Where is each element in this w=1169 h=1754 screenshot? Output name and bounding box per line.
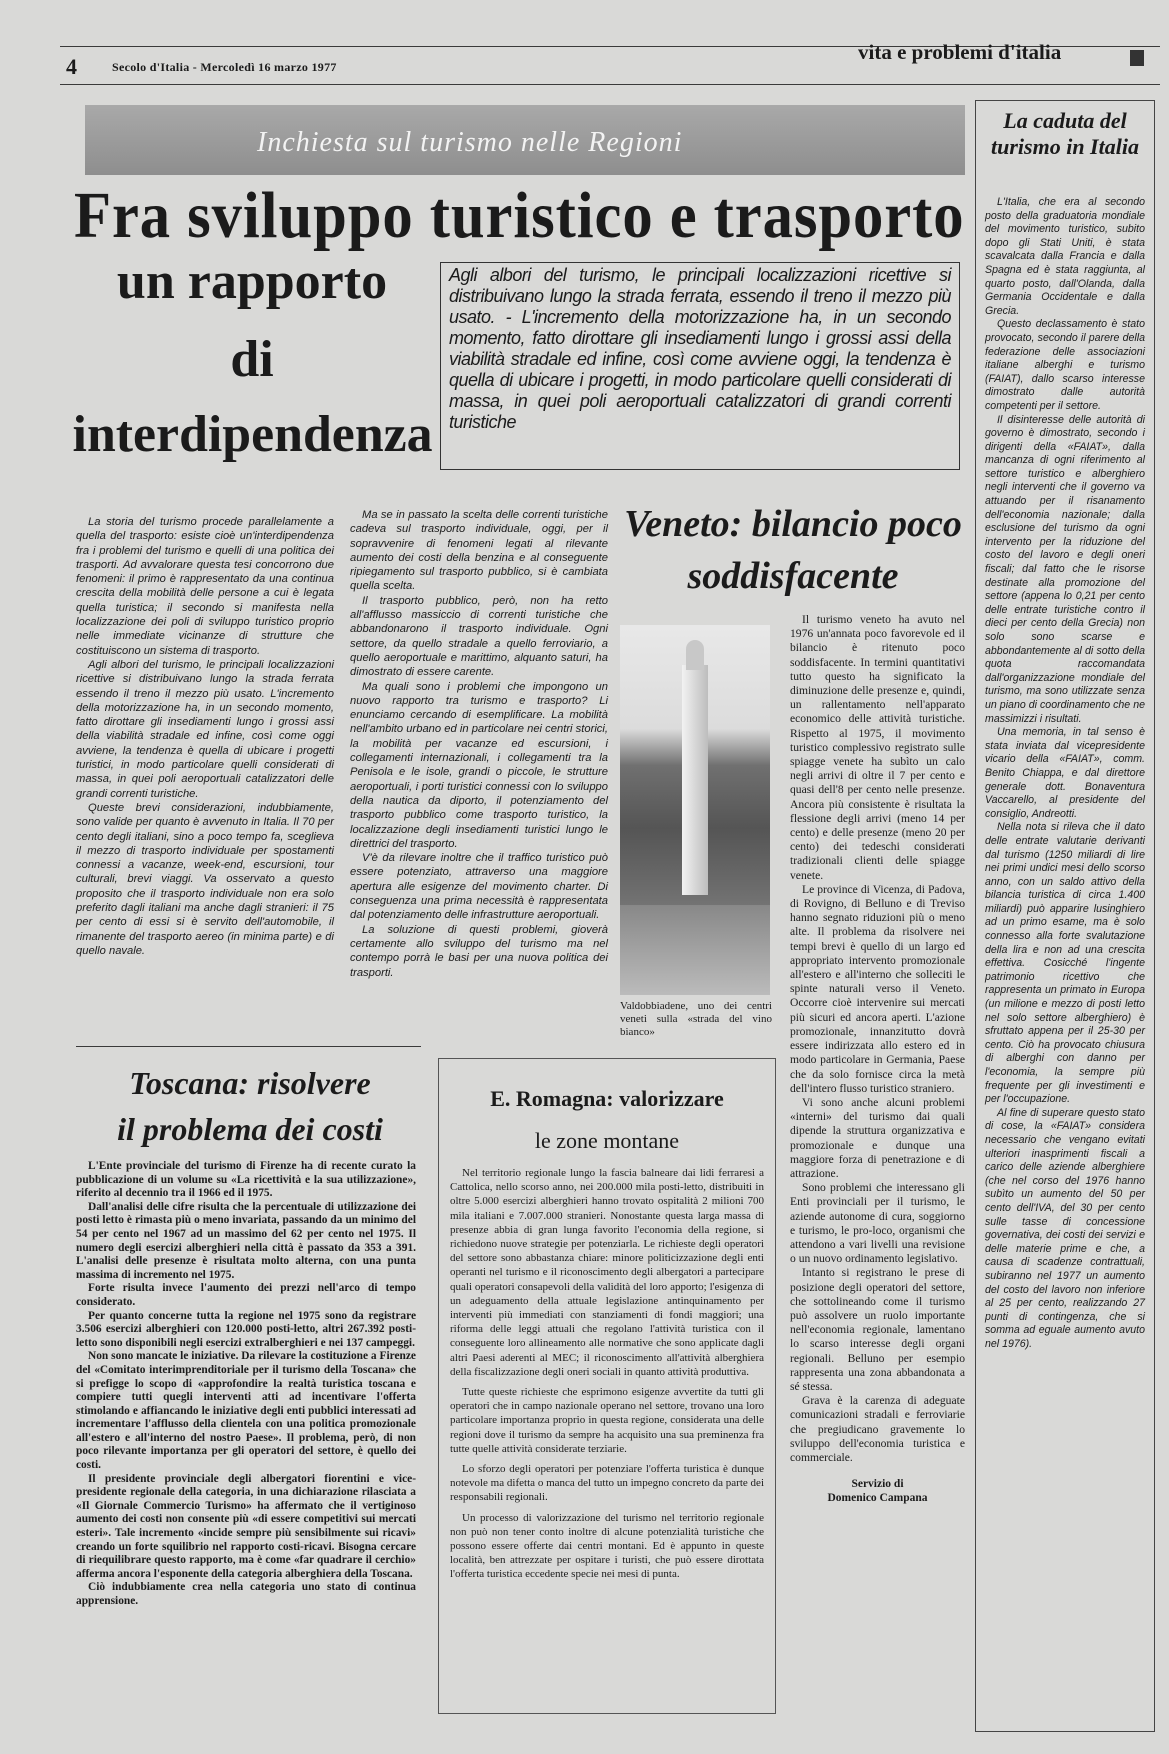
byline (790, 1477, 965, 1505)
toscana-article (76, 1160, 416, 1609)
subheadline-line-2-box (72, 330, 432, 390)
paragraph: Lo sforzo degli operatori per potenziare l'offerta turistica è dunque notevole ma difetta o manca del tutto un impegno concreto da parte dei responsabili regionali. (450, 1463, 764, 1504)
paragraph: Vi sono anche alcuni problemi «interni» del turismo dai quali dipende la struttura organizzativa e promozionale e dunque una maggiore forza di penetrazione e di attrazione. (790, 1095, 965, 1180)
subheadline-line-2: di (230, 331, 274, 388)
sidebar-article (985, 196, 1145, 1351)
paragraph: Non sono mancate le iniziative. Da rilevare la costituzione a Firenze del «Comitato interimprenditoriale per il turismo della Toscana» che si prefigge lo scopo di «approfondire la realtà turistica toscana e compiere tutti quegli interventi atti ad incentivare l'offerta stimolando e affiancando le iniziative degli enti pubblici interessati ad incrementare l'afflusso della clientela con una politica promozionale all'estero e all'interno del nostro Paese». Il problema, però, di non poco rilevante importanza per gli operatori del settore, è quello dei costi. (76, 1350, 416, 1472)
paragraph: Ma quali sono i problemi che impongono un nuovo rapporto tra turismo e trasporto? Li enunciamo cercando di esemplificare. La mobilità nell'ambito urbano ed in particolare nei centri storici, la mobilità per vacanze ed escursioni, i collegamenti internazionali, i collegamenti tra la Penisola e le isole, grandi o piccole, le strutture aeroportuali, i porti turistici connessi con lo sviluppo della nautica da diporto, il potenziamento del trasporto pubblico come trasporto turistico, la localizzazione degli insediamenti turistici lungo le direttrici del trasporto. (350, 680, 608, 850)
street-area (620, 905, 770, 995)
paragraph: L'Italia, che era al secondo posto della graduatoria mondiale del movimento turistico, subito dopo gli Stati Uniti, è stata scavalcata dalla Francia e dalla Spagna ed è stata raggiunta, al quarto posto, dall'Olanda, dalla Germania Occidentale e dalla Grecia. (985, 196, 1145, 317)
paragraph: Sono problemi che interessano gli Enti provinciali per il turismo, le aziende autonome di cura, soggiorno e turismo, le pro-loco, organismi che attendono a vari livelli una revisione o un nuovo ordinamento legislativo. (790, 1181, 965, 1266)
paragraph: L'Ente provinciale del turismo di Firenze ha di recente curato la pubblicazione di un volume su «La ricettività e la sua utilizzazione», riferito al decennio tra il 1966 ed il 1975. (76, 1160, 416, 1200)
page-corner-mark (1130, 50, 1144, 66)
section-title: vita e problemi d'italia (858, 40, 1062, 64)
tower-shape (682, 665, 708, 895)
main-headline-box (74, 178, 964, 256)
toscana-rule (76, 1046, 421, 1047)
veneto-article (790, 613, 965, 1505)
photo-bell-tower (620, 625, 770, 995)
main-article-col1 (76, 515, 334, 958)
paragraph: La soluzione di questi problemi, gioverà certamente allo sviluppo del turismo ma nel contempo porrà le basi per una nuova politica dei trasporti. (350, 923, 608, 979)
toscana-title-line-2: il problema dei costi (117, 1111, 383, 1147)
masthead-dateline: Secolo d'Italia - Mercoledì 16 marzo 1977 (112, 60, 337, 74)
subheadline-line-3: interdipendenza (72, 406, 433, 463)
emilia-romagna-article (450, 1166, 764, 1582)
paragraph: Una memoria, in tal senso è stata inviata dal vicepresidente vicario della «FAIAT», comm. Benito Chiappa, e dal direttore generale dott. Bonaventura Vaccarello, al presidente del consiglio, Andreotti. (985, 726, 1145, 820)
subheadline-line-3-box (72, 405, 432, 465)
paragraph: Al fine di superare questo stato di cose, la «FAIAT» considera necessario che vengano evitati ulteriori inasprimenti fiscali a carico delle aziende alberghiere (che nel corso del 1976 hanno subìto un aumento del 50 per cento dell'IVA, del 30 per cento sulle tasse di concessione governativa, dei costi dei servizi e delle materie prime e che, a causa di scadenze contrattuali, subiranno nel 1977 un aumento del costo del lavoro non inferiore al 25 per cento, realizzando 27 punti di contingenza, che si somma ad eguale aumento avuto nel 1976). (985, 1106, 1145, 1350)
subheadline-line-1: un rapporto (116, 253, 388, 310)
paragraph: Il turismo veneto ha avuto nel 1976 un'annata poco favorevole ed il bilancio è ritenuto poco soddisfacente. In termini quantitativi tutto questo ha significato la diminuzione delle presenze e, quindi, un rallentamento nell'apparato economico delle attività turistiche. Rispetto al 1975, il movimento turistico complessivo registrato sulle spiagge venete ha subìto un calo negli arrivi di oltre il 7 per cento e quasi dell'8 per cento nelle presenze. Ancora più consistente è risultata la flessione degli arrivi (meno 14 per cento) e delle presenze (meno 20 per cento) dei tedeschi considerati tradizionali clienti delle spiagge venete. (790, 613, 965, 882)
paragraph: Forte risulta invece l'aumento dei prezzi nell'arco di tempo considerato. (76, 1282, 416, 1308)
byline-author: Domenico Campana (827, 1492, 928, 1505)
paragraph: Tutte queste richieste che esprimono esigenze avvertite da tutti gli operatori che in campo nazionale operano nel settore, trovano una loro particolare importanza proprio in questa regione, considerata una delle regioni dove il turismo da sempre ha acquisito una sua preminenza fra tutte quelle attività considerate terziarie. (450, 1386, 764, 1455)
toscana-headline (80, 1060, 420, 1152)
veneto-headline: Veneto: bilancio poco soddisfacente (624, 503, 962, 597)
paragraph: Ciò indubbiamente crea nella categoria uno stato di continua apprensione. (76, 1581, 416, 1607)
header-rule (60, 84, 1160, 85)
paragraph: La storia del turismo procede parallelamente a quella del trasporto: esiste cioè un'interdipendenza fra i problemi del turismo e quelli di una politica dei trasporti. Ad avvalorare questa tesi concorrono due fenomeni: il primo è rappresentato da una continua crescita della mobilità delle persone a cui è legata quella turistica; il secondo si manifesta nella localizzazione dei poli di sviluppo turistico proprio nelle immediate vicinanze di strutture che costituiscono un sistema di trasporto. (76, 516, 334, 657)
page-number: 4 (66, 54, 77, 79)
paragraph: Le province di Vicenza, di Padova, di Rovigno, di Belluno e di Treviso hanno segnato riduzioni più o meno alte. Il problema da risolvere nei tempi brevi è quello di un largo ed appropriato intervento promozionale all'estero e all'interno che solleciti le spinte naturali verso il Veneto. Occorre cioè intervenire sui mercati più sicuri ed ancora aperti. L'azione promozionale, innanzitutto dovrà essere indirizzata allo estero ed in modo particolare in Germania, Paese che da solo fornisce circa la metà dell'intero flusso turistico straniero. (790, 882, 965, 1095)
intro-box: Agli albori del turismo, le principali localizzazioni ricettive si distribuivano lungo la strada ferrata, essendo il treno il mezzo più usato. - L'incremento della motorizzazione ha, in un secondo momento, fatto dirottare gli insediamenti lungo i grossi assi della viabilità stradale ed infine, così come avviene oggi, la tendenza è quella di ubicare i progetti, in modo particolare quelli considerati di massa, in quei poli aeroportuali catalizzatori di grandi correnti turistiche (440, 262, 960, 470)
emilia-romagna-headline (440, 1078, 774, 1162)
inquiry-banner (85, 105, 965, 175)
paragraph: Intanto si registrano le prese di posizione degli operatori del settore, che sottolineando come il turismo può assolvere un ruolo importante nell'economia regionale, lamentano lo scarso interesse degli organi regionali. Belluno per esempio rappresenta una zona abbandonata a sé stessa. (790, 1266, 965, 1393)
paragraph: Ma se in passato la scelta delle correnti turistiche cadeva sul trasporto individuale, oggi, per il sopravvenire di fenomeni legati al rilevante aumento dei costi della benzina e al conseguente ripiegamento sul trasporto pubblico, si è cambiata quella scelta. (350, 509, 608, 593)
paragraph: Agli albori del turismo, le principali localizzazioni ricettive si distribuivano lungo la strada ferrata essendo il treno il mezzo più usato. L'incremento della motorizzazione ha, in un secondo momento, fatto dirottare gli insediamenti lungo i grossi assi della viabilità stradale ed infine, così come oggi avviene, la tendenza è quella di ubicare i progetti turistici, in modo particolare quelli considerati di massa, in quei poli aeroportuali catalizzatori delle grandi correnti turistiche. (76, 658, 334, 800)
paragraph: Il disinteresse delle autorità di governo è dimostrato, secondo i dirigenti della «FAIAT», dalla mancanza di ogni riferimento al settore turistico e alberghiero negli interventi che il governo va attuando per il risanamento dell'economia nazionale; dalla esclusione del turismo da ogni intervento per la riduzione del costo del lavoro e degli oneri fiscali; dal fatto che le risorse destinate alla promozione del settore (appena lo 0,21 per cento delle entrate turistiche contro il dieci per cento della Grecia) non solo sono scarse e abbondantemente al di sotto della quota raccomandata dall'organizzazione mondiale del turismo, ma sono utilizzate senza un piano di coordinamento che ne massimizzi i risultati. (985, 413, 1145, 725)
paragraph: Un processo di valorizzazione del turismo nel territorio regionale non può non tener conto inoltre di alcune potenzialità turistiche che possono essere offerte dai centri montani. Ed è appunto in queste località, ben attrezzate per ospitare i turisti, che può essere dirottata l'offerta turistica eccedente specie nei mesi di punta. (450, 1511, 764, 1581)
paragraph: Il trasporto pubblico, però, non ha retto all'afflusso massiccio di correnti turistiche che abbandonarono il trasporto individuale. Ogni settore, da quello stradale a quello ferroviario, a quello aeroportuale e marittimo, alquanto saturi, ha dimostrato di essere carente. (350, 594, 608, 679)
toscana-title-line-1: Toscana: risolvere (129, 1065, 371, 1101)
photo-caption: Valdobbiadene, uno dei centri veneti sulla «strada del vino bianco» (620, 1000, 772, 1038)
paragraph: Nella nota si rileva che il dato delle entrate valutarie derivanti dal turismo (1250 miliardi di lire nei primi undici mesi dello scorso anno, con un saldo attivo della bilancia turistica di circa 1.400 miliardi) può apparire lusinghiero ad un primo esame, ma è solo connesso alla forte svalutazione della lira e non ad una crescita effettiva. Cosicché l'ingente patrimonio ricettivo che rappresenta un primato in Europa (un milione e mezzo di posti letto nel solo settore alberghiero) è sfruttato appena per il 25-30 per cento. Ciò ha provocato chiusura di alberghi con danno per l'economia, la sempre più frequente per gli investimenti e per l'occupazione. (985, 821, 1145, 1106)
paragraph: Per quanto concerne tutta la regione nel 1975 sono da registrare 3.506 esercizi alberghieri con 120.000 posti-letto, altri 267.392 posti-letto sono disponibili negli esercizi extralberghieri e nei 137 campeggi. (76, 1309, 416, 1349)
tower-dome (686, 640, 704, 670)
paragraph: Queste brevi considerazioni, indubbiamente, sono valide per quanto è avvenuto in Italia. Il 70 per cento degli italiani, sino a poco tempo fa, sceglieva il mezzo di trasporto individuale per spostamenti connessi a vacanze, week-end, escursioni, tour culturali, brevi viaggi. Va osservato a questo proposito che il trasporto individuale non era solo preferito dagli italiani ma anche dagli stranieri: il 75 per cento di essi si è servito dell'automobile, il rimanente del trasporto aereo (in minima parte) e di quello navale. (76, 801, 334, 957)
paragraph: V'è da rilevare inoltre che il traffico turistico può essere potenziato, attraverso una maggiore apertura alle esigenze del movimento charter. Di conseguenza una prima necessità è rappresentata dal potenziamento delle infrastrutture aeroportuali. (350, 852, 608, 922)
banner-text: Inchiesta sul turismo nelle Regioni (257, 127, 683, 158)
byline-label: Servizio di (851, 1478, 904, 1491)
subheadline-line-1-box (72, 252, 432, 312)
paragraph: Questo declassamento è stato provocato, secondo il parere della federazione delle associazioni italiane alberghi e turismo (FAIAT), dallo scarso interesse dimostrato dalle autorità competenti per il settore. (985, 318, 1145, 412)
main-article-col2 (350, 508, 608, 980)
er-title-line-2: le zone montane (534, 1128, 680, 1153)
paragraph: Nel territorio regionale lungo la fascia balneare dai lidi ferraresi a Cattolica, nello scorso anno, nei 200.000 mila posti-letto, distribuiti in oltre 5.000 esercizi alberghieri hanno trovato ospitalità 2 milioni 700 mila italiani e 7.007.000 stranieri. Nonostante questa larga massa di presenze abbia di gran lunga favorito l'economia della regione, si richiedono nuove strategie per potenziarla. Le richieste degli operatori del settore sono abbastanza chiare: minore politicizzazione degli enti operanti nel turismo e il riconoscimento degli albergatori a partecipare quali operatori consapevoli della validità del loro apporto; l'esigenza di un adeguamento della attuale legislazione antinquinamento per interventi più immediati con stanziamenti di fondi maggiori; una riforma delle leggi attuali che regolano l'attività turistica con il conseguente loro allineamento alle normative che sono applicate dagli altri Paesi aderenti al MEC; il riconoscimento all'attività alberghiera della fiscalizzazione degli oneri sociali in quanto attività produttiva. (450, 1167, 764, 1378)
paragraph: Grava è la carenza di adeguate comunicazioni stradali e ferroviarie che pregiudicano gravemente lo sviluppo dell'economia turistica e commerciale. (790, 1394, 965, 1464)
er-title-line-1: E. Romagna: valorizzare (490, 1086, 724, 1111)
sidebar-title: La caduta del turismo in Italia (991, 108, 1139, 159)
main-headline: Fra sviluppo turistico e trasporto (74, 179, 965, 252)
paragraph: Il presidente provinciale degli albergatori fiorentini e vice-presidente regionale della categoria, in una dichiarazione rilasciata a «Il Giornale Commercio Turismo» ha affermato che il vertiginoso aumento dei costi non consente più «di essere competitivi sui mercati esteri». Tale incremento «incide sempre più sensibilmente sui ricavi» creando un forte squilibrio nel rapporto costi-ricavi. Bisogna cercare di riequilibrare questo rapporto, ma è come «far quadrare il cerchio» afferma ancora l'esponente della categoria alberghiera della Toscana. (76, 1472, 416, 1580)
paragraph: Dall'analisi delle cifre risulta che la percentuale di utilizzazione dei posti letto è rimasta più o meno invariata, passando da un minimo del 54 per cento nel 1967 ad un massimo del 62 per cento nel 1975. Il numero degli esercizi alberghieri nella città è passato da 353 a 391. L'analisi delle presenze è risultata molto alterna, con una punta massima di incremento nel 1975. (76, 1200, 416, 1281)
